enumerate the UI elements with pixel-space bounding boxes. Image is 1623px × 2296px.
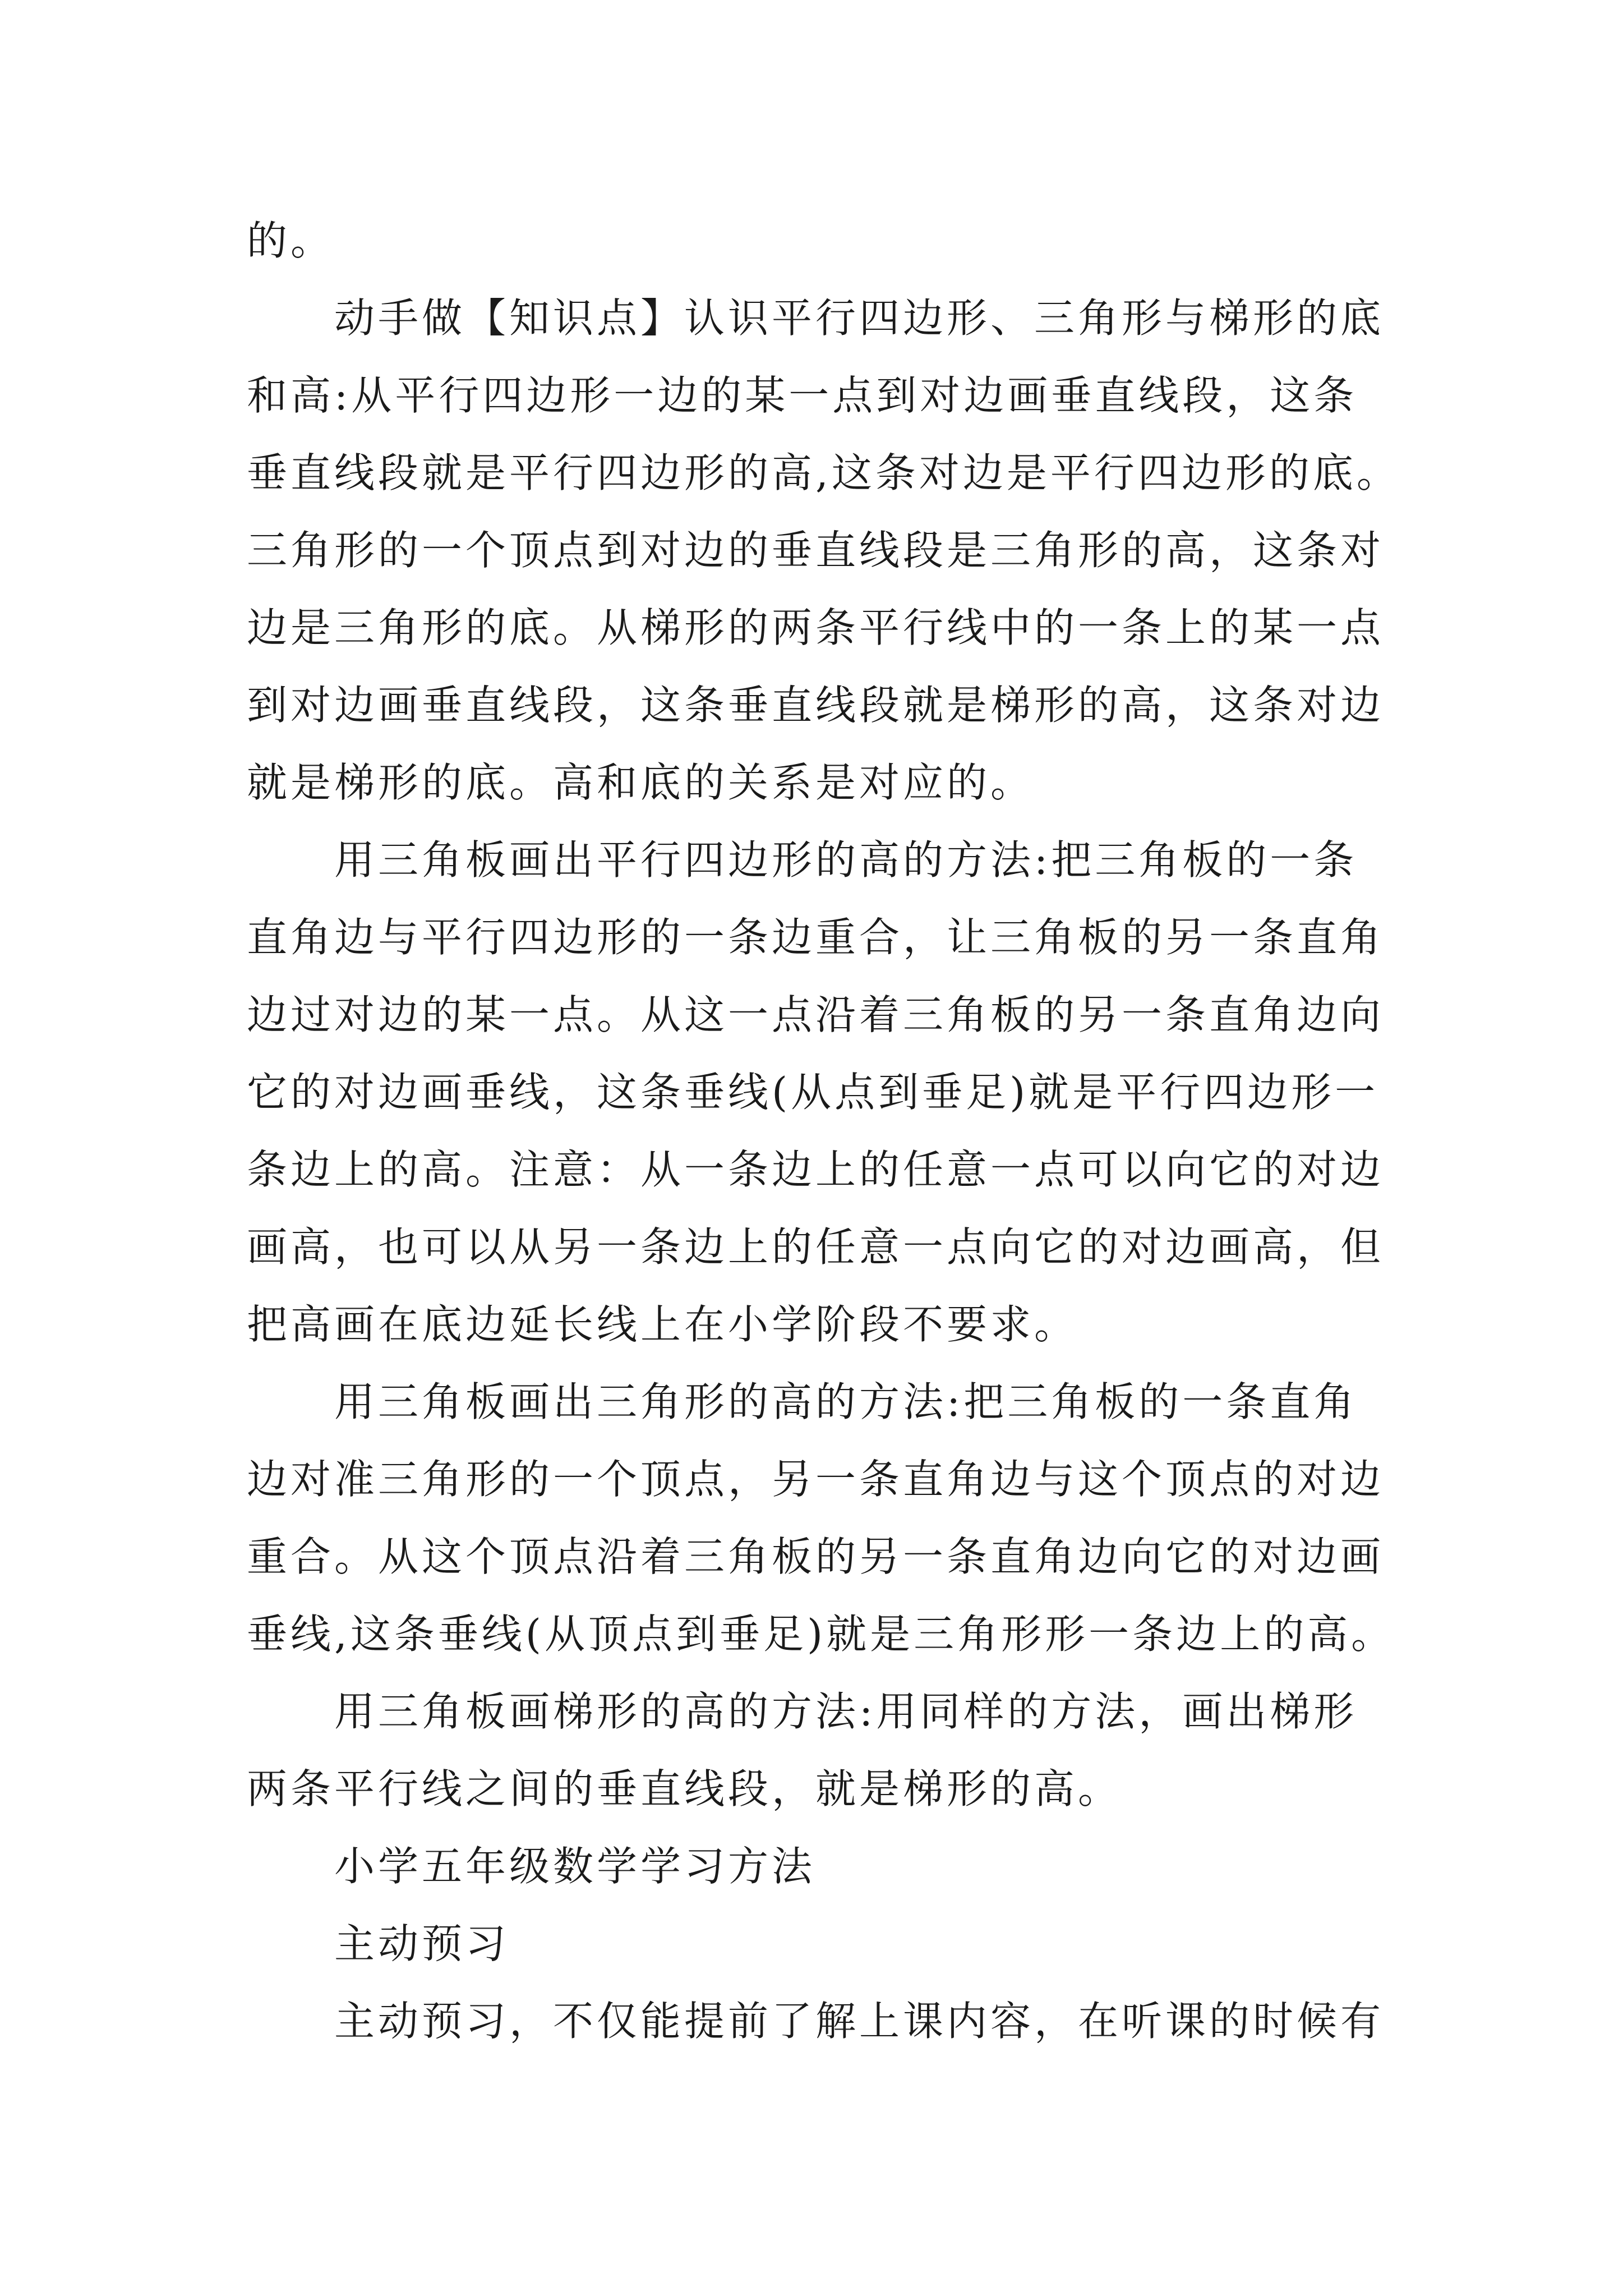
paragraph-active-preview xyxy=(247,1982,1391,2060)
text-line: 直角边与平行四边形的一条边重合，让三角板的另一条直角 xyxy=(247,914,1385,961)
text-line: 重合。从这个顶点沿着三角板的另一条直角边向它的对边画 xyxy=(247,1533,1385,1580)
paragraph-continuation xyxy=(247,202,1391,279)
text-line: 到对边画垂直线段，这条垂直线段就是梯形的高，这条对边 xyxy=(247,682,1385,729)
text-line: 动手做【知识点】认识平行四边形、三角形与梯形的底 xyxy=(334,295,1385,342)
paragraph-triangle-height xyxy=(247,1363,1395,1673)
text-line: 用三角板画出平行四边形的高的方法:把三角板的一条 xyxy=(334,836,1358,884)
document-body xyxy=(247,202,1400,2060)
text-line: 就是梯形的底。高和底的关系是对应的。 xyxy=(247,759,1035,806)
section-heading-study-methods xyxy=(247,1828,1391,1905)
text-line: 垂直线段就是平行四边形的高,这条对边是平行四边形的底。 xyxy=(247,449,1400,496)
section-heading: 小学五年级数学学习方法 xyxy=(334,1843,816,1890)
paragraph-base-and-height xyxy=(247,279,1400,821)
text-line: 边过对边的某一点。从这一点沿着三角板的另一条直角边向 xyxy=(247,991,1385,1038)
subheading-active-preview xyxy=(247,1905,1391,1982)
text-line: 把高画在底边延长线上在小学阶段不要求。 xyxy=(247,1301,1078,1348)
text-line: 边是三角形的底。从梯形的两条平行线中的一条上的某一点 xyxy=(247,604,1385,651)
text-line: 画高，也可以从另一条边上的任意一点向它的对边画高，但 xyxy=(247,1223,1385,1271)
text-line: 用三角板画出三角形的高的方法:把三角板的一条直角 xyxy=(334,1378,1358,1425)
paragraph-parallelogram-height xyxy=(247,821,1391,1363)
text-line: 边对准三角形的一个顶点，另一条直角边与这个顶点的对边 xyxy=(247,1456,1385,1503)
paragraph-trapezoid-height xyxy=(247,1673,1391,1828)
text-line: 主动预习，不仅能提前了解上课内容，在听课的时候有 xyxy=(334,1998,1385,2045)
text-line: 的。 xyxy=(247,217,335,264)
subheading: 主动预习 xyxy=(334,1920,510,1967)
text-line: 三角形的一个顶点到对边的垂直线段是三角形的高，这条对 xyxy=(247,527,1385,574)
text-line: 它的对边画垂线，这条垂线(从点到垂足)就是平行四边形一 xyxy=(247,1069,1379,1116)
text-line: 条边上的高。注意：从一条边上的任意一点可以向它的对边 xyxy=(247,1146,1385,1193)
text-line: 垂线,这条垂线(从顶点到垂足)就是三角形形一条边上的高。 xyxy=(247,1611,1395,1658)
text-line: 用三角板画梯形的高的方法:用同样的方法，画出梯形 xyxy=(334,1688,1358,1735)
text-line: 两条平行线之间的垂直线段，就是梯形的高。 xyxy=(247,1765,1122,1812)
text-line: 和高:从平行四边形一边的某一点到对边画垂直线段，这条 xyxy=(247,372,1358,419)
